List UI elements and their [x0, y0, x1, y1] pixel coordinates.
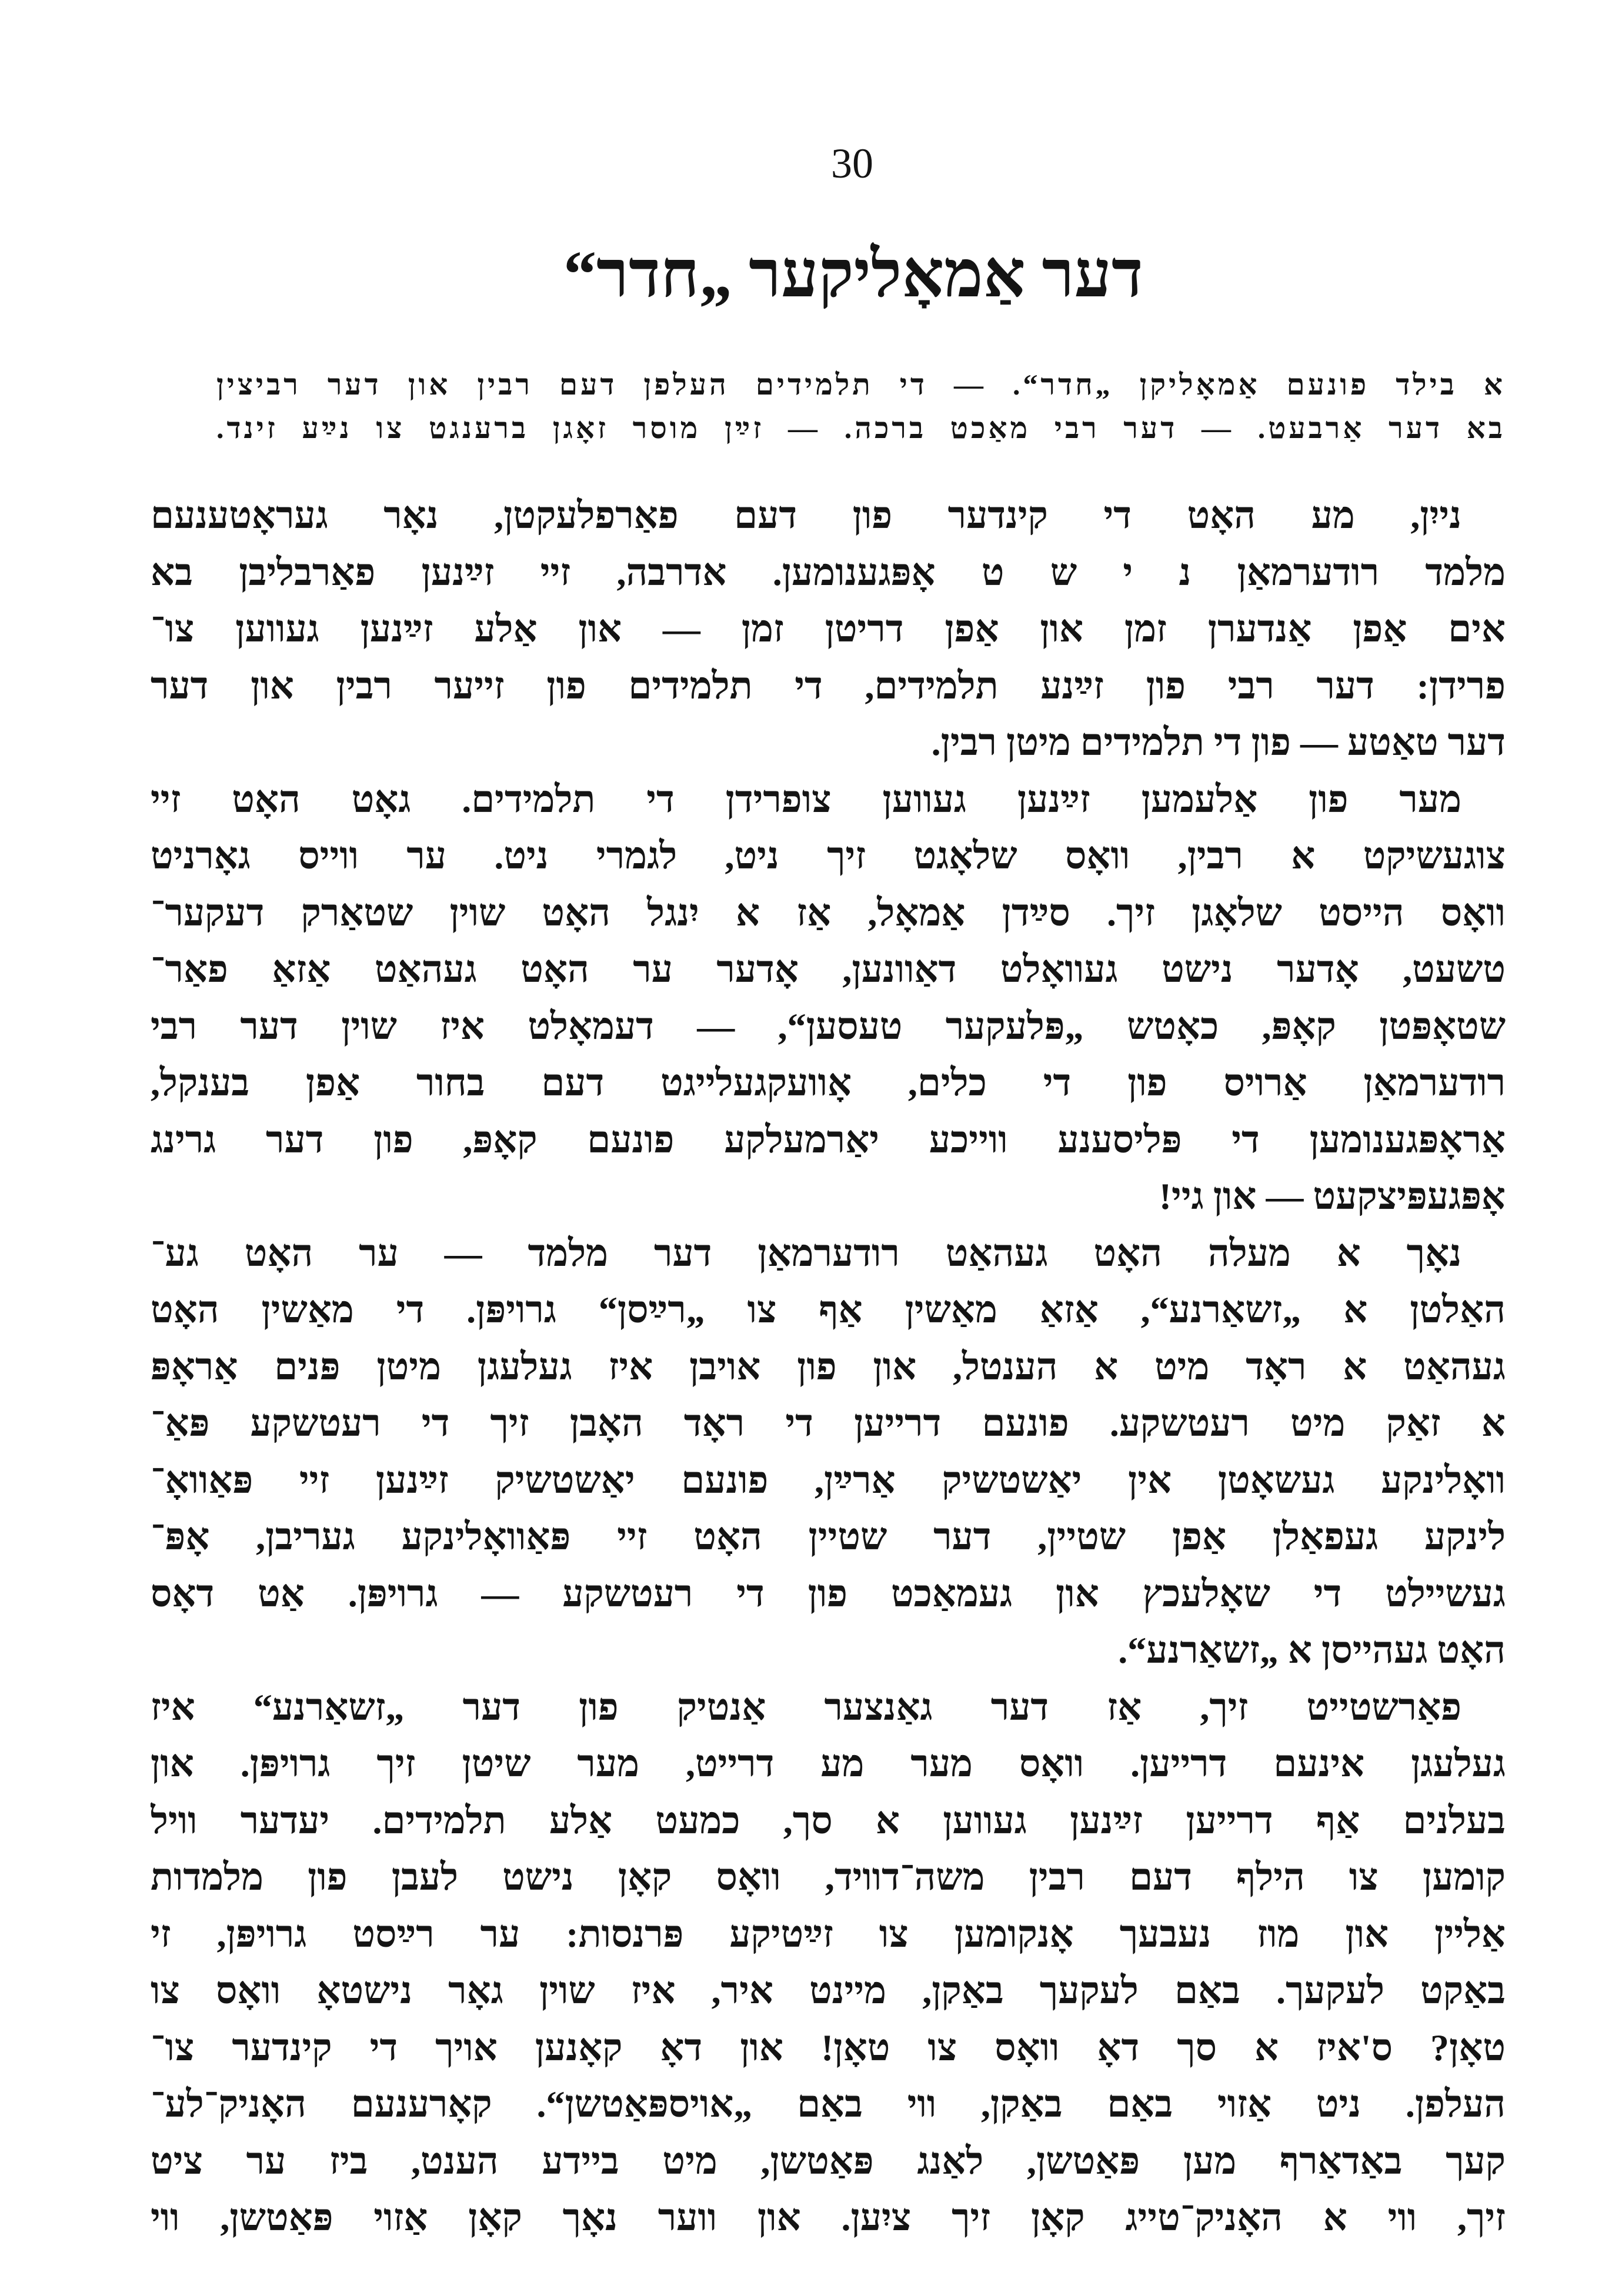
text-line: קעך באַדאַרף מען פּאַטשן, לאַנג פּאַטשן, מיט ביידע הענט, ביז ער ציט	[151, 2140, 1506, 2182]
text-line: געלעגן אינעם דרייען. וואָס מער מע דרייט, מער שיטן זיך גרויפּן. און	[151, 1743, 1506, 1784]
text-line: פרידן: דער רבי פון זײַנע תלמידים, די תלמידים פון זייער רבין און דער	[151, 664, 1506, 707]
chapter-title: דער אַמאָליקער „חדר“	[563, 238, 1143, 311]
text-line: בעלנים אַף דרייען זײַנען געווען א סך, כמעט אַלע תלמידים. יעדער וויל	[151, 1799, 1506, 1842]
text-line: אַליין און מוז נעבעך אָנקומען צו זײַטיקע פּרנסות: ער רײַסט גרויפּן, זי	[151, 1913, 1506, 1955]
text-line: אַראָפּגענומען די פּליסענע ווייכע יאַרמעלקע פונעם קאָפּ, פון דער גרינג	[151, 1118, 1506, 1161]
body-text	[151, 487, 1506, 2247]
text-line: באַקט לעקעך. באַם לעקעך באַקן, מיינט איר, איז שוין גאָר נישטאָ וואָס צו	[151, 1970, 1506, 2011]
text-line: שטאָפּטן קאָפּ, כאָטש „פּלעקער טעסען“, — דעמאָלט איז שוין דער רבי	[151, 1005, 1506, 1047]
text-line: מער פון אַלעמען זײַנען געווען צופרידן די תלמידים. גאָט האָט זיי	[151, 778, 1461, 820]
text-line: קומען צו הילף דעם רבין משה־דוויד, וואָס קאָן נישט לעבן פון מלמדות	[151, 1856, 1506, 1898]
text-line: אָפּגעפּיצקעט — און גיי!	[1159, 1175, 1506, 1217]
text-line: וואָלינקע געשאָטן אין יאַשטשיק אַרײַן, פונעם יאַשטשיק זײַנען זיי פּאַוואָ־	[151, 1459, 1506, 1501]
text-line: רודערמאַן אַרויס פון די כלים, אָוועקגעלייגט דעם בחור אַפן בענקל,	[151, 1062, 1506, 1104]
text-line: אים אַפן אַנדערן זמן און אַפן דריטן זמן — און אַלע זײַנען געווען צו־	[151, 608, 1506, 650]
text-line: האַלטן א „זשאַרנע“, אַזאַ מאַשין אַף צו „רײַסן“ גרויפּן. די מאַשין האָט	[151, 1289, 1506, 1331]
page-number: 30	[831, 140, 873, 187]
text-line: צוגעשיקט א רבין, וואָס שלאָגט זיך ניט, לגמרי ניט. ער ווייס גאָרניט	[151, 835, 1506, 877]
text-line: א זאַק מיט רעטשקע. פונעם דרייען די ראָד האָבן זיך די רעטשקע פּאַ־	[151, 1402, 1506, 1444]
text-line: וואָס הייסט שלאָגן זיך. סײַדן אַמאָל, אַז א יִנגל האָט שוין שטאַרק דעקער־	[151, 891, 1506, 934]
text-line: פאַרשטייט זיך, אַז דער גאַנצער אַנטיק פון דער „זשאַרנע“ איז	[151, 1686, 1461, 1728]
text-line: דער טאַטע — פון די תלמידים מיטן רבין.	[931, 721, 1506, 763]
text-line: געהאַט א ראָד מיט א הענטל, און פון אויבן איז געלעגן מיטן פּנים אַראָפּ	[151, 1345, 1506, 1388]
chapter-summary	[216, 363, 1506, 450]
paragraph	[151, 1225, 1506, 1679]
text-line: לינקע געפאַלן אַפן שטיין, דער שטיין האָט זיי פּאַוואָלינקע געריבן, אָפּ־	[151, 1516, 1506, 1558]
chapter-summary-line: בא דער אַרבעט. — דער רבי מאַכט ברכה. — זײַן מוסר זאָגן ברענגט צו נײַע זינד.	[216, 412, 1506, 445]
text-line: האָט געהייסן א „זשאַרנע“.	[1118, 1629, 1506, 1671]
text-line: העלפן. ניט אַזוי באַם באַקן, ווי באַם „אויספּאַטשן“. קאָרענעם האָניק־לע־	[151, 2083, 1506, 2125]
text-line: נאָך א מעלה האָט געהאַט רודערמאַן דער מלמד — ער האָט גע־	[151, 1232, 1461, 1274]
text-line: נייִן, מע האָט די קינדער פון דעם פאַרפלעקטן, נאָר געראָטענעם	[151, 494, 1461, 536]
paragraph	[151, 487, 1506, 771]
text-line: זיך, ווי א האָניק־טייג קאָן זיך ציִען. און ווער נאָך קאָן אַזוי פּאַטשן, ווי	[151, 2197, 1506, 2238]
paragraph	[151, 1679, 1506, 2247]
chapter-summary-line: א בילד פונעם אַמאָליקן „חדר“. — די תלמידים העלפן דעם רבין און דער רביצין	[216, 368, 1506, 401]
text-line: געשיילט די שאָלעכץ און געמאַכט פון די רעטשקע — גרויפּן. אַט דאָס	[151, 1572, 1506, 1615]
text-line: טאָן? ס'איז א סך דאָ וואָס צו טאָן! און דאָ קאָנען אויך די קינדער צו־	[151, 2026, 1506, 2068]
paragraph	[151, 771, 1506, 1225]
text-line: טשעט, אָדער נישט געוואָלט דאַוונען, אָדער ער האָט געהאַט אַזאַ פאַר־	[151, 948, 1506, 990]
text-line: מלמד רודערמאַן נ י ש ט אָפּגענומען. אדרבה, זיי זײַנען פאַרבליבן בא	[151, 551, 1506, 593]
